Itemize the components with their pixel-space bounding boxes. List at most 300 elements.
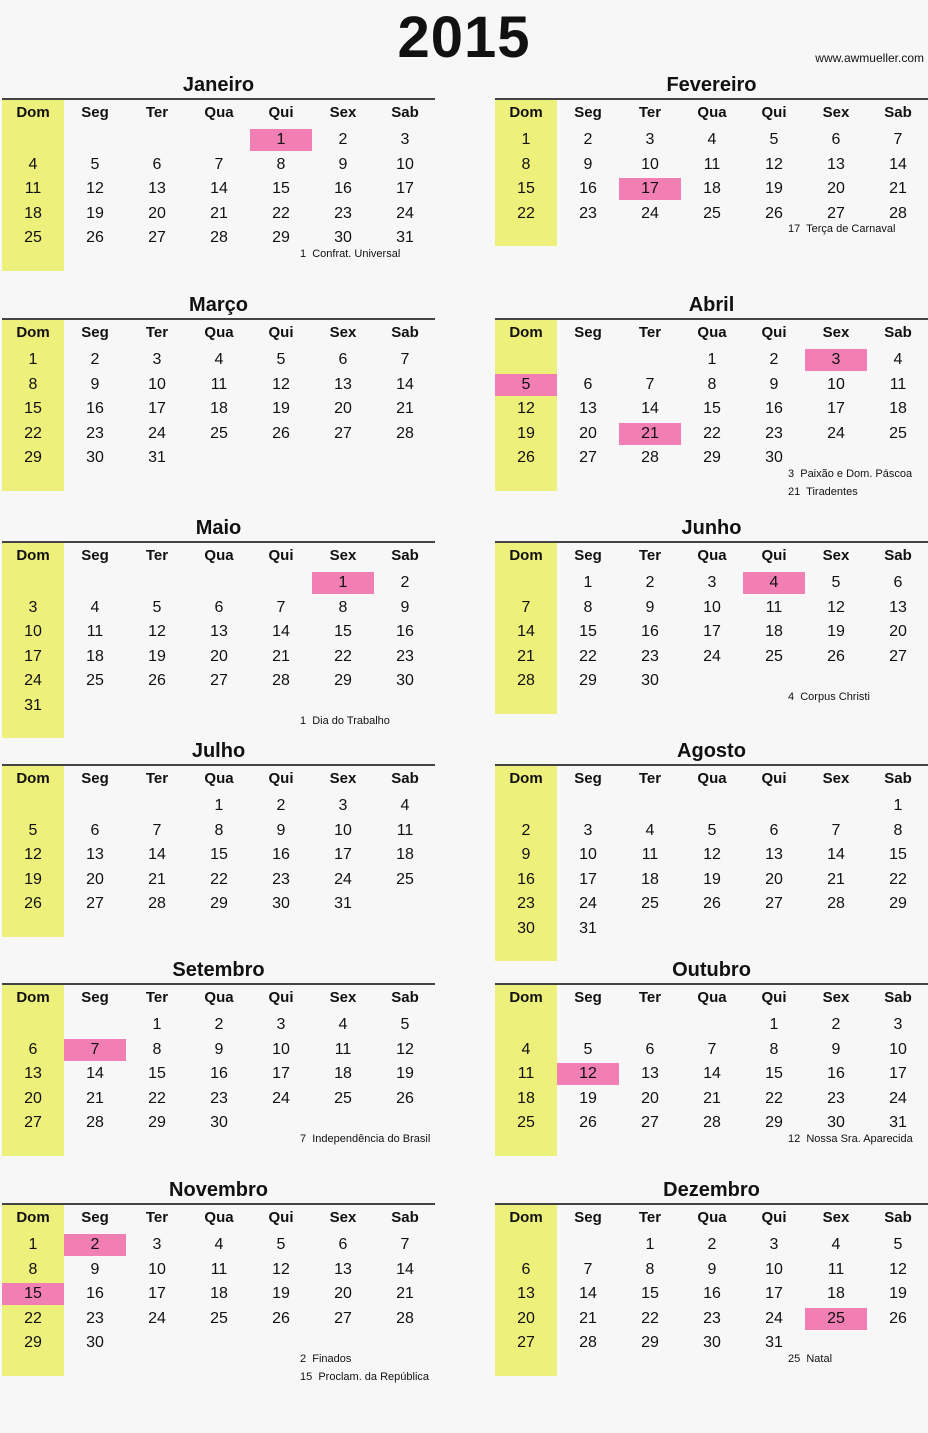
weekday-header: Ter — [145, 547, 169, 564]
day-cell: 7 — [645, 375, 655, 393]
day-cell: 17 — [24, 647, 42, 665]
day-cell: 21 — [889, 180, 907, 197]
day-cell: 17 — [148, 1285, 166, 1302]
day-cell: 20 — [86, 870, 104, 888]
month-block — [495, 74, 928, 246]
weekday-header: Qui — [761, 324, 787, 341]
day-cell: 15 — [765, 1065, 783, 1082]
day-cell: 30 — [272, 895, 290, 912]
day-cell: 2 — [521, 821, 531, 839]
day-cell: 11 — [334, 1040, 352, 1058]
day-cell: 27 — [579, 449, 597, 466]
weekday-header: Sab — [884, 1209, 912, 1226]
day-cell: 7 — [521, 598, 531, 616]
day-cell: 8 — [645, 1260, 655, 1278]
day-cell: 24 — [148, 424, 166, 442]
day-cell: 23 — [579, 204, 597, 222]
day-cell: 20 — [210, 647, 228, 665]
page-title: 2015 — [397, 5, 531, 70]
day-cell: 10 — [641, 155, 659, 173]
day-cell: 8 — [521, 155, 531, 173]
day-cell: 17 — [148, 400, 166, 417]
day-cell: 25 — [210, 424, 228, 442]
day-cell: 11 — [86, 623, 104, 640]
day-cell: 23 — [517, 895, 535, 912]
day-cell: 11 — [210, 375, 228, 393]
day-cell: 3 — [400, 131, 410, 148]
day-cell: 27 — [86, 895, 104, 912]
weekday-header: Qui — [268, 104, 294, 121]
day-cell: 6 — [831, 131, 841, 148]
day-cell: 2 — [90, 351, 100, 368]
day-cell: 9 — [90, 375, 100, 393]
day-cell: 8 — [276, 155, 286, 173]
day-cell: 22 — [24, 1309, 42, 1327]
day-cell: 3 — [338, 797, 348, 814]
day-cell: 31 — [579, 919, 597, 937]
day-cell: 13 — [765, 846, 783, 863]
day-cell: 7 — [893, 131, 903, 148]
weekday-header: Seg — [574, 104, 602, 121]
day-cell: 25 — [86, 672, 104, 689]
day-cell: 28 — [86, 1114, 104, 1131]
holiday-note: 12 Nossa Sra. Aparecida — [788, 1132, 913, 1145]
day-cell: 2 — [831, 1016, 841, 1033]
day-cell: 22 — [641, 1309, 659, 1327]
weekday-header: Seg — [574, 1209, 602, 1226]
day-cell: 1 — [152, 1016, 162, 1033]
day-cell: 6 — [28, 1040, 38, 1058]
day-cell: 26 — [86, 229, 104, 246]
weekday-header: Qui — [268, 770, 294, 787]
weekday-header: Sex — [822, 324, 850, 341]
day-cell: 10 — [148, 1260, 166, 1278]
day-cell: 22 — [24, 424, 42, 442]
day-cell: 28 — [396, 1309, 414, 1327]
day-cell: 19 — [272, 1285, 290, 1302]
day-cell: 3 — [893, 1016, 903, 1033]
day-cell: 31 — [889, 1114, 907, 1131]
day-cell: 23 — [703, 1309, 721, 1327]
day-cell: 29 — [703, 449, 721, 466]
day-cell: 2 — [276, 797, 286, 814]
day-cell: 19 — [889, 1285, 907, 1302]
day-cell: 12 — [24, 846, 42, 863]
day-cell: 26 — [889, 1309, 907, 1327]
month-divider — [495, 541, 928, 543]
day-cell: 31 — [148, 449, 166, 466]
day-cell: 1 — [645, 1236, 655, 1253]
day-cell: 26 — [703, 895, 721, 912]
day-cell: 27 — [148, 229, 166, 246]
day-cell: 31 — [334, 895, 352, 912]
weekday-header: Sab — [391, 770, 419, 787]
day-cell: 10 — [396, 155, 414, 173]
day-cell: 10 — [272, 1040, 290, 1058]
month-block — [2, 959, 435, 1156]
day-cell: 30 — [703, 1334, 721, 1351]
weekday-header: Sab — [884, 989, 912, 1006]
weekday-header: Seg — [81, 1209, 109, 1226]
day-cell: 28 — [579, 1334, 597, 1351]
day-cell: 1 — [214, 797, 224, 814]
day-cell: 3 — [645, 131, 655, 148]
day-cell: 31 — [24, 696, 42, 714]
weekday-header: Qua — [697, 104, 727, 121]
day-cell: 20 — [889, 623, 907, 640]
day-cell: 16 — [579, 180, 597, 197]
weekday-header: Ter — [145, 104, 169, 121]
weekday-header: Seg — [81, 104, 109, 121]
day-cell: 31 — [765, 1334, 783, 1351]
day-cell: 18 — [86, 647, 104, 665]
day-cell: 30 — [396, 672, 414, 689]
day-cell: 12 — [703, 846, 721, 863]
day-cell: 4 — [521, 1040, 531, 1058]
day-cell: 5 — [276, 351, 286, 368]
day-cell: 13 — [86, 846, 104, 863]
day-cell: 23 — [210, 1089, 228, 1107]
holiday-note: 4 Corpus Christi — [788, 690, 870, 703]
weekday-header: Qui — [761, 104, 787, 121]
day-cell: 15 — [517, 180, 535, 197]
day-cell: 17 — [827, 400, 845, 417]
day-cell: 21 — [579, 1309, 597, 1327]
day-cell: 14 — [148, 846, 166, 863]
day-cell: 28 — [272, 672, 290, 689]
day-cell: 3 — [152, 1236, 162, 1253]
day-cell: 13 — [517, 1285, 535, 1302]
day-cell: 9 — [583, 155, 593, 173]
day-cell: 18 — [765, 623, 783, 640]
weekday-header: Qui — [761, 547, 787, 564]
weekday-header: Qua — [204, 324, 234, 341]
day-cell: 19 — [827, 623, 845, 640]
day-cell: 8 — [28, 1260, 38, 1278]
day-cell: 12 — [396, 1040, 414, 1058]
weekday-header: Ter — [638, 770, 662, 787]
day-cell: 28 — [517, 672, 535, 689]
weekday-header: Qui — [268, 1209, 294, 1226]
day-cell: 19 — [86, 204, 104, 222]
month-divider — [2, 98, 435, 100]
day-cell: 26 — [148, 672, 166, 689]
day-cell: 15 — [334, 623, 352, 640]
holiday-cell: 1 — [250, 129, 312, 151]
day-cell: 25 — [641, 895, 659, 912]
day-cell: 13 — [334, 375, 352, 393]
day-cell: 3 — [769, 1236, 779, 1253]
holiday-note: 1 Dia do Trabalho — [300, 715, 390, 727]
day-cell: 20 — [641, 1089, 659, 1107]
day-cell: 2 — [400, 574, 410, 591]
day-cell: 13 — [334, 1260, 352, 1278]
weekday-header: Dom — [509, 547, 543, 564]
day-cell: 10 — [334, 821, 352, 839]
day-cell: 6 — [769, 821, 779, 839]
day-cell: 8 — [893, 821, 903, 839]
day-cell: 26 — [517, 449, 535, 466]
day-cell: 14 — [703, 1065, 721, 1082]
weekday-header: Seg — [574, 989, 602, 1006]
day-cell: 15 — [210, 846, 228, 863]
weekday-header: Qua — [204, 770, 234, 787]
holiday-cell: 12 — [557, 1063, 619, 1085]
day-cell: 20 — [827, 180, 845, 197]
month-name: Maio — [195, 517, 242, 539]
day-cell: 5 — [893, 1236, 903, 1253]
day-cell: 14 — [827, 846, 845, 863]
website-label: www.awmueller.com — [815, 51, 924, 65]
day-cell: 19 — [765, 180, 783, 197]
day-cell: 18 — [24, 204, 42, 222]
day-cell: 26 — [24, 895, 42, 912]
day-cell: 30 — [827, 1114, 845, 1131]
weekday-header: Sab — [884, 770, 912, 787]
day-cell: 17 — [889, 1065, 907, 1082]
weekday-header: Sex — [329, 1209, 357, 1226]
day-cell: 6 — [152, 155, 162, 173]
holiday-cell: 4 — [743, 572, 805, 594]
day-cell: 12 — [272, 375, 290, 393]
day-cell: 2 — [769, 351, 779, 368]
day-cell: 4 — [893, 351, 903, 368]
day-cell: 27 — [334, 424, 352, 442]
day-cell: 18 — [396, 846, 414, 863]
day-cell: 29 — [641, 1334, 659, 1351]
day-cell: 7 — [152, 821, 162, 839]
day-cell: 29 — [24, 449, 42, 466]
day-cell: 20 — [334, 400, 352, 417]
day-cell: 12 — [272, 1260, 290, 1278]
month-divider — [2, 1203, 435, 1205]
day-cell: 3 — [707, 574, 717, 591]
day-cell: 9 — [707, 1260, 717, 1278]
day-cell: 8 — [152, 1040, 162, 1058]
weekday-header: Sex — [822, 770, 850, 787]
month-divider — [2, 541, 435, 543]
day-cell: 30 — [86, 449, 104, 466]
weekday-header: Sex — [822, 1209, 850, 1226]
day-cell: 27 — [334, 1309, 352, 1327]
month-name: Julho — [191, 740, 246, 762]
holiday-note: 3 Paixão e Dom. Páscoa — [788, 467, 913, 480]
day-cell: 9 — [276, 821, 286, 839]
weekday-header: Sab — [391, 324, 419, 341]
month-block — [495, 517, 928, 714]
day-cell: 12 — [765, 155, 783, 173]
day-cell: 2 — [214, 1016, 224, 1033]
day-cell: 19 — [396, 1065, 414, 1082]
day-cell: 16 — [210, 1065, 228, 1082]
day-cell: 19 — [272, 400, 290, 417]
weekday-header: Sex — [329, 547, 357, 564]
day-cell: 16 — [86, 1285, 104, 1302]
weekday-header: Sab — [391, 1209, 419, 1226]
weekday-header: Dom — [509, 104, 543, 121]
day-cell: 24 — [24, 672, 42, 689]
day-cell: 25 — [334, 1089, 352, 1107]
day-cell: 28 — [703, 1114, 721, 1131]
weekday-header: Sex — [329, 324, 357, 341]
weekday-header: Sab — [391, 104, 419, 121]
day-cell: 16 — [86, 400, 104, 417]
day-cell: 6 — [90, 821, 100, 839]
day-cell: 21 — [396, 400, 414, 417]
day-cell: 26 — [272, 424, 290, 442]
month-name: Janeiro — [182, 74, 255, 96]
day-cell: 23 — [86, 1309, 104, 1327]
day-cell: 2 — [707, 1236, 717, 1253]
day-cell: 21 — [86, 1089, 104, 1107]
day-cell: 11 — [210, 1260, 228, 1278]
holiday-cell: 25 — [805, 1308, 867, 1330]
day-cell: 28 — [641, 449, 659, 466]
weekday-header: Qua — [204, 547, 234, 564]
day-cell: 7 — [400, 351, 410, 368]
day-cell: 29 — [334, 672, 352, 689]
day-cell: 22 — [210, 870, 228, 888]
day-cell: 3 — [152, 351, 162, 368]
day-cell: 25 — [24, 229, 42, 246]
weekday-header: Qua — [697, 989, 727, 1006]
holiday-cell: 5 — [495, 374, 557, 396]
day-cell: 29 — [765, 1114, 783, 1131]
day-cell: 18 — [210, 1285, 228, 1302]
day-cell: 20 — [24, 1089, 42, 1107]
day-cell: 24 — [148, 1309, 166, 1327]
day-cell: 9 — [214, 1040, 224, 1058]
weekday-header: Ter — [638, 104, 662, 121]
holiday-note: 17 Terça de Carnaval — [788, 223, 896, 235]
day-cell: 11 — [396, 821, 414, 839]
day-cell: 29 — [579, 672, 597, 689]
day-cell: 29 — [889, 895, 907, 912]
day-cell: 19 — [579, 1089, 597, 1107]
day-cell: 4 — [707, 131, 717, 148]
day-cell: 12 — [827, 598, 845, 616]
day-cell: 9 — [90, 1260, 100, 1278]
day-cell: 20 — [579, 424, 597, 442]
weekday-header: Qua — [697, 324, 727, 341]
day-cell: 22 — [517, 204, 535, 222]
weekday-header: Sab — [391, 547, 419, 564]
weekday-header: Qui — [761, 770, 787, 787]
month-block — [495, 294, 928, 498]
day-cell: 8 — [583, 598, 593, 616]
day-cell: 19 — [517, 424, 535, 442]
day-cell: 17 — [396, 180, 414, 197]
day-cell: 4 — [28, 155, 38, 173]
day-cell: 21 — [272, 647, 290, 665]
weekday-header: Sex — [329, 104, 357, 121]
day-cell: 5 — [583, 1040, 593, 1058]
day-cell: 10 — [24, 623, 42, 640]
day-cell: 30 — [517, 919, 535, 937]
day-cell: 25 — [517, 1114, 535, 1131]
day-cell: 10 — [703, 598, 721, 616]
month-divider — [2, 318, 435, 320]
month-block — [2, 740, 435, 937]
holiday-note: 2 Finados — [300, 1352, 352, 1365]
day-cell: 18 — [334, 1065, 352, 1082]
holiday-note: 1 Confrat. Universal — [300, 247, 401, 260]
weekday-header: Dom — [509, 1209, 543, 1226]
day-cell: 4 — [831, 1236, 841, 1253]
day-cell: 24 — [889, 1089, 907, 1107]
day-cell: 24 — [703, 647, 721, 665]
day-cell: 15 — [889, 846, 907, 863]
day-cell: 13 — [889, 598, 907, 616]
weekday-header: Dom — [16, 324, 50, 341]
day-cell: 16 — [272, 846, 290, 863]
month-block — [495, 740, 928, 961]
day-cell: 4 — [214, 1236, 224, 1253]
day-cell: 16 — [703, 1285, 721, 1302]
weekday-header: Qua — [697, 1209, 727, 1226]
day-cell: 19 — [703, 870, 721, 888]
month-divider — [495, 1203, 928, 1205]
day-cell: 15 — [579, 623, 597, 640]
day-cell: 7 — [707, 1040, 717, 1058]
weekday-header: Dom — [16, 989, 50, 1006]
day-cell: 21 — [517, 647, 535, 665]
weekday-header: Ter — [638, 989, 662, 1006]
day-cell: 23 — [272, 870, 290, 888]
holiday-cell: 17 — [619, 178, 681, 200]
day-cell: 14 — [396, 1260, 414, 1278]
day-cell: 4 — [90, 598, 100, 616]
month-block — [495, 959, 928, 1156]
holiday-note: 25 Natal — [788, 1352, 833, 1365]
day-cell: 21 — [396, 1285, 414, 1302]
day-cell: 5 — [831, 574, 841, 591]
weekday-header: Dom — [509, 770, 543, 787]
weekday-header: Sex — [822, 104, 850, 121]
month-name: Agosto — [677, 740, 746, 762]
day-cell: 26 — [272, 1309, 290, 1327]
day-cell: 9 — [521, 846, 531, 863]
month-divider — [495, 98, 928, 100]
weekday-header: Sab — [884, 104, 912, 121]
day-cell: 1 — [28, 1236, 38, 1253]
day-cell: 7 — [276, 598, 286, 616]
holiday-note: 15 Proclam. da República — [300, 1370, 430, 1383]
holiday-cell: 15 — [2, 1283, 64, 1305]
day-cell: 24 — [641, 204, 659, 222]
day-cell: 16 — [396, 623, 414, 640]
day-cell: 12 — [517, 400, 535, 417]
weekday-header: Qui — [761, 1209, 787, 1226]
day-cell: 30 — [86, 1334, 104, 1351]
day-cell: 10 — [148, 375, 166, 393]
weekday-header: Seg — [574, 324, 602, 341]
weekday-header: Dom — [509, 989, 543, 1006]
day-cell: 1 — [893, 797, 903, 814]
day-cell: 28 — [889, 204, 907, 222]
day-cell: 28 — [396, 424, 414, 442]
day-cell: 16 — [765, 400, 783, 417]
day-cell: 27 — [517, 1334, 535, 1351]
day-cell: 29 — [210, 895, 228, 912]
day-cell: 11 — [24, 180, 42, 197]
weekday-header: Qua — [204, 989, 234, 1006]
weekday-header: Sex — [822, 989, 850, 1006]
day-cell: 29 — [24, 1334, 42, 1351]
month-block — [2, 74, 435, 271]
day-cell: 1 — [521, 131, 531, 148]
day-cell: 22 — [889, 870, 907, 888]
